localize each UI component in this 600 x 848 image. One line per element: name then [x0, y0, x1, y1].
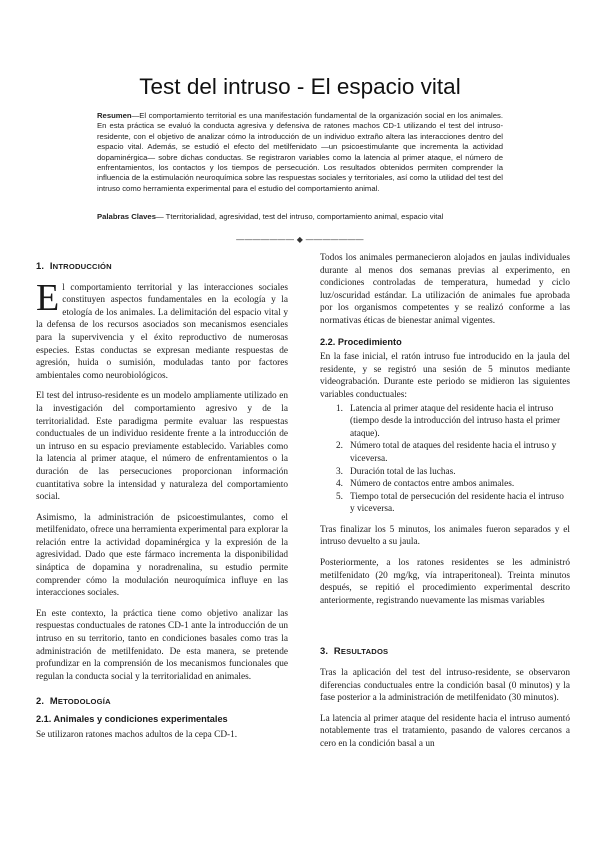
- subsection-heading-animales: 2.1. Animales y condiciones experimentales: [36, 714, 228, 724]
- abstract: [97, 111, 503, 194]
- intro-paragraph-3: Asimismo, la administración de psicoestimulantes, como el metilfenidato, ofrece una herramienta experimental para explorar la relación entre la actividad dopaminérgica y la expresión de la agresividad. Dado que este fármaco incrementa la disponibilidad sináptica de dopamina y noradrenalina, su estudio permite comprender cómo la modulación neuroquímica influye en las interacciones sociales.: [36, 512, 288, 599]
- results-paragraph-1: Tras la aplicación del test del intruso-residente, se observaron diferencias conductuales entre la condición basal (0 minutos) y la fase posterior a la administración de metilfenidato (30 minutos).: [320, 668, 570, 704]
- drop-cap: E: [36, 276, 60, 319]
- list-item-number: 2.: [336, 441, 343, 452]
- intro-paragraph-1-text: l comportamiento territorial y las interacciones sociales constituyen aspectos fundamentales en la ecología y la etología de los animales. La delimitación del espacio vital y la defensa de los recursos asociados son mecanismos esenciales para la supervivencia y el éxito reproductivo de numerosas especies. Estas conductas se expresan mediante respuestas de agresión, huida o sumisión, moduladas tanto por factores ambientales como neurobiológicos.: [36, 282, 288, 381]
- list-item-text: Número de contactos entre ambos animales.: [350, 479, 515, 490]
- list-item-number: 1.: [336, 403, 343, 414]
- section-heading-introduccion: [36, 260, 288, 274]
- section-number: 3.: [320, 645, 329, 657]
- section-title-rest: ESULTADOS: [340, 647, 389, 657]
- list-item-text: Latencia al primer ataque del residente hacia el intruso (tiempo desde la introducción del intruso hasta el primer ataque).: [350, 403, 561, 439]
- section-heading-resultados: [320, 645, 570, 659]
- keywords-text: — Tterritorialidad, agresividad, test del intruso, comportamiento animal, espacio vital: [155, 212, 444, 221]
- intro-paragraph-1: [36, 276, 288, 383]
- list-item: [320, 403, 570, 441]
- procedure-paragraph-2: Tras finalizar los 5 minutos, los animales fueron separados y el intruso devuelto a su jaula.: [320, 524, 570, 548]
- section-number: 1.: [36, 260, 45, 271]
- variables-list: [320, 403, 570, 516]
- section-divider: ——————— ◆ ———————: [236, 235, 364, 244]
- list-item-number: 5.: [336, 491, 343, 502]
- intro-paragraph-4: En este contexto, la práctica tiene como objetivo analizar las respuestas conductuales de ratones CD-1 ante la introducción de un intruso en su territorio, tanto en condiciones basales como tras la administración de metilfenidato. De esta manera, se pretende profundizar en la comprensión de los mecanismos funcionales que regulan la conducta social y la territorialidad en animales.: [36, 608, 288, 682]
- keywords: [97, 212, 503, 222]
- section-initial: R: [333, 645, 341, 657]
- list-item-text: Tiempo total de persecución del residente hacia el intruso y viceversa.: [350, 491, 564, 515]
- list-item: [320, 440, 570, 465]
- results-paragraph-2: La latencia al primer ataque del residente hacia el intruso aumentó notablemente tras el tratamiento, pasando de valores cercanos a cero en la condición basal a un: [320, 713, 570, 749]
- section-heading-metodologia: [36, 695, 288, 709]
- subsection-heading-procedimiento: 2.2. Procedimiento: [320, 336, 402, 347]
- keywords-label: Palabras Claves: [97, 212, 156, 221]
- section-initial: M: [49, 695, 58, 707]
- list-item-text: Número total de ataques del residente hacia el intruso y viceversa.: [350, 441, 557, 464]
- method-paragraph-1: Se utilizaron ratones machos adultos de la cepa CD-1.: [36, 729, 238, 740]
- list-item-number: 3.: [336, 466, 343, 477]
- list-item: [320, 491, 570, 516]
- abstract-label: Resumen: [97, 111, 132, 120]
- list-item: [320, 466, 570, 479]
- procedure-paragraph-3: Posteriormente, a los ratones residentes se les administró metilfenidato (20 mg/kg, vía intraperitoneal). Treinta minutos después, se repitió el procedimiento experimental descrito anteriormente, registrando nuevamente las mismas variables: [320, 558, 570, 606]
- paper-title: Test del intruso - El espacio vital: [139, 74, 461, 99]
- method-paragraph-2: Todos los animales permanecieron alojados en jaulas individuales durante al menos dos semanas previas al experimento, en condiciones controladas de temperatura, humedad y ciclo luz/oscuridad estándar. La utilización de animales fue aprobada por los organismos competentes y se realizó conforme a las normativas éticas de bienestar animal vigentes.: [320, 253, 570, 326]
- section-title-rest: NTRODUCCIÓN: [52, 262, 112, 271]
- left-column: [36, 260, 288, 741]
- section-title-rest: ETODOLOGÍA: [57, 697, 111, 707]
- list-item: [320, 478, 570, 491]
- list-item-number: 4.: [336, 479, 343, 490]
- procedure-paragraph-1: En la fase inicial, el ratón intruso fue introducido en la jaula del residente, y se registró una sesión de 5 minutos mediante videograbación. Durante este periodo se midieron las siguientes variables conductuales:: [320, 352, 570, 400]
- abstract-text: —El comportamiento territorial es una manifestación fundamental de la organización social en los animales. En esta práctica se evaluó la conducta agresiva y defensiva de ratones machos CD-1 utilizando el test del intruso-residente, con el objetivo de analizar cómo la introducción de un individuo extraño altera las interacciones dentro del espacio vital. Además, se estudió el efecto del metilfenidato —un psicoestimulante que incrementa la actividad dopaminérgica— sobre dichas conductas. Se registraron variables como la latencia al primer ataque, el número de enfrentamientos, los contactos y los tiempos de persecución. Los resultados obtenidos permiten comprender la influencia de la estimulación neuroquímica sobre las respuestas sociales y territoriales, así como la utilidad del test del intruso como herramienta experimental para el estudio del comportamiento animal.: [97, 111, 503, 193]
- list-item-text: Duración total de las luchas.: [350, 466, 456, 477]
- section-number: 2.: [36, 695, 45, 707]
- intro-paragraph-2: El test del intruso-residente es un modelo ampliamente utilizado en la investigación del comportamiento agresivo y de la territorialidad. Este paradigma permite evaluar las respuestas conductuales de un individuo residente frente a la introducción de un intruso en su espacio previamente establecido. Variables como la latencia al primer ataque, el número de enfrentamientos o la duración de las persecuciones proporcionan información cuantitativa sobre la intensidad y naturaleza del comportamiento social.: [36, 391, 288, 503]
- right-column: [320, 252, 570, 751]
- section-initial: I: [49, 260, 53, 271]
